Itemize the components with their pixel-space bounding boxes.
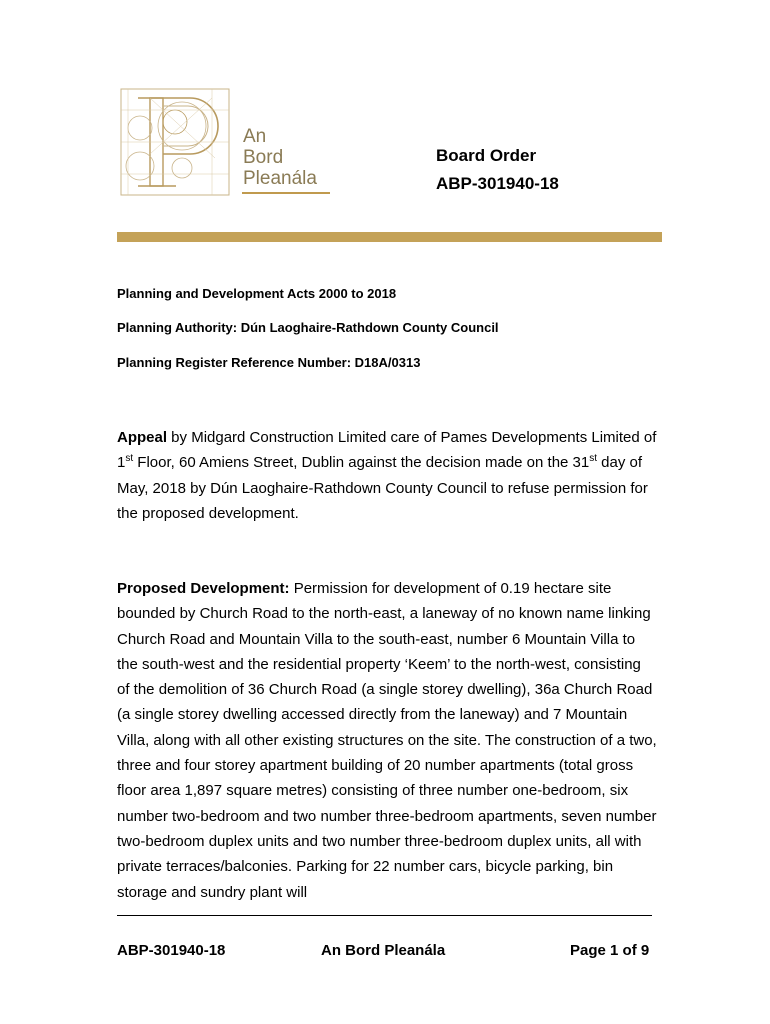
planning-authority-line: Planning Authority: Dún Laoghaire-Rathdown County Council — [117, 320, 499, 335]
proposed-label: Proposed Development: — [117, 580, 290, 597]
proposed-text: Permission for development of 0.19 hectare site bounded by Church Road to the north-east, a laneway of no known name linking Church Road and Mountain Villa to the south-east, number 6 Mountain Villa to the south-west and the residential property ‘Keem’ to the north-west, consisting of the demolition of 36 Church Road (a single storey dwelling), 36a Church Road (a single storey dwelling accessed directly from the laneway) and 7 Mountain Villa, along with all other existing structures on the site. The construction of a two, three and four storey apartment building of 20 number apartments (total gross floor area 1,897 square metres) consisting of three number one-bedroom, six number two-bedroom and two number three-bedroom apartments, seven number two-bedroom duplex units and two number three-bedroom duplex units, all with private terraces/balconies. Parking for 22 number cars, bicycle parking, bin storage and sundry plant will — [117, 580, 657, 901]
appeal-text-1: by Midgard Construction Limited care of Pames Developments Limited of 1 — [117, 429, 657, 472]
logo-wordmark — [243, 126, 317, 189]
footer-reference: ABP-301940-18 — [117, 942, 226, 959]
appeal-text-2: Floor, 60 Amiens Street, Dublin against the decision made on the 31 — [133, 454, 590, 472]
appeal-paragraph — [117, 425, 657, 526]
monogram-p-icon — [120, 88, 230, 198]
appeal-sup-1: st — [125, 453, 134, 465]
logo-underline — [242, 192, 330, 194]
appeal-label: Appeal — [117, 429, 168, 446]
logo-line-1: An — [243, 126, 267, 147]
logo-line-3: Pleanála — [243, 168, 317, 189]
an-bord-pleanala-logo — [120, 88, 335, 198]
footer-page-number: Page 1 of 9 — [570, 942, 650, 959]
doc-type-title: Board Order — [436, 146, 537, 165]
appeal-text-3: day of May, 2018 by Dún Laoghaire-Rathdown County Council to refuse permission for the proposed development. — [117, 454, 648, 522]
logo-line-2: Bord — [243, 147, 284, 168]
title-block — [436, 142, 559, 198]
register-reference-line: Planning Register Reference Number: D18A/0313 — [117, 355, 421, 370]
header-divider-bar — [117, 232, 662, 242]
footer-divider — [117, 915, 652, 916]
footer-organisation: An Bord Pleanála — [321, 942, 446, 959]
proposed-development-paragraph — [117, 576, 657, 905]
reference-number: ABP-301940-18 — [436, 174, 559, 193]
appeal-sup-2: st — [589, 453, 598, 465]
acts-line: Planning and Development Acts 2000 to 2018 — [117, 286, 397, 301]
